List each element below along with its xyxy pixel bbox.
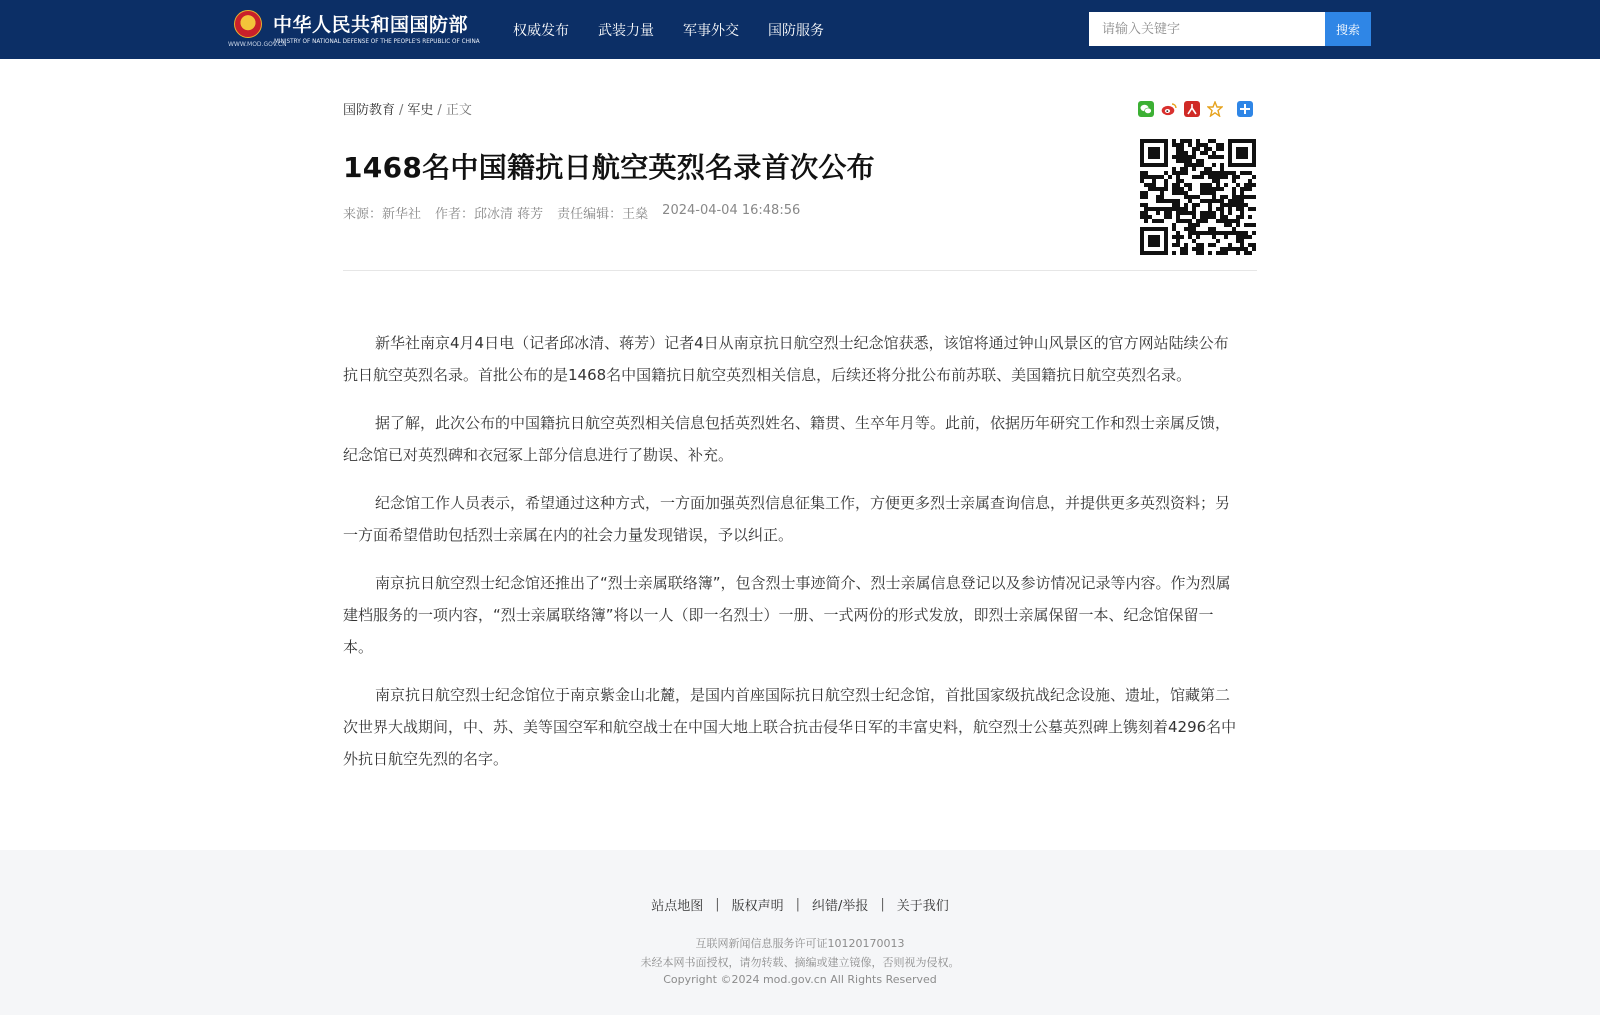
qr-code — [1140, 139, 1256, 255]
footer-link-report[interactable]: 纠错/举报 — [812, 899, 869, 914]
footer-license: 互联网新闻信息服务许可证10120170013 — [695, 937, 905, 950]
wechat-icon[interactable] — [1138, 101, 1154, 117]
logo-chinese-name: 中华人民共和国国防部 — [273, 14, 469, 36]
article-author: 作者：邱冰清 蒋芳 — [435, 207, 544, 222]
breadcrumb-separator: / — [437, 103, 442, 118]
nav-item-defense-services[interactable]: 国防服务 — [768, 23, 824, 39]
breadcrumb-separator: / — [399, 103, 404, 118]
top-navigation-bar — [0, 0, 1600, 59]
footer-separator: | — [715, 897, 720, 912]
article-paragraph: 新华社南京4月4日电（记者邱冰清、蒋芳）记者4日从南京抗日航空烈士纪念馆获悉，该馆将通过钟山风景区的官方网站陆续公布抗日航空英烈名录。首批公布的是1468名中国籍抗日航空英烈相关信息，后续还将分批公布前苏联、美国籍抗日航空英烈名录。 — [343, 334, 1229, 384]
footer-notice: 未经本网书面授权，请勿转载、摘编或建立镜像，否则视为侵权。 — [640, 956, 960, 969]
page-footer — [0, 850, 1600, 1015]
footer-links — [0, 895, 1600, 914]
logo-url-text: WWW.MOD.GOV.CN — [228, 41, 287, 48]
weibo-icon[interactable] — [1161, 101, 1177, 117]
breadcrumb-item-defense-education[interactable]: 国防教育 — [343, 103, 396, 118]
article-source: 来源：新华社 — [343, 207, 422, 222]
footer-link-copyright[interactable]: 版权声明 — [731, 899, 784, 914]
footer-copyright: Copyright ©2024 mod.gov.cn All Rights Reserved — [663, 973, 937, 986]
national-emblem-icon — [234, 10, 262, 38]
share-bar — [1138, 101, 1253, 117]
article-meta — [343, 203, 800, 222]
article-paragraph: 南京抗日航空烈士纪念馆位于南京紫金山北麓，是国内首座国际抗日航空烈士纪念馆，首批国家级抗战纪念设施、遗址，馆藏第二次世界大战期间，中、苏、美等国空军和航空战士在中国大地上联合抗击侵华日军的丰富史料，航空烈士公墓英烈碑上镌刻着4296名中外抗日航空先烈的名字。 — [343, 686, 1237, 768]
nav-item-armed-forces[interactable]: 武装力量 — [598, 23, 654, 39]
article-body — [343, 327, 1238, 791]
more-share-icon[interactable] — [1237, 101, 1253, 117]
search-button[interactable]: 搜索 — [1325, 12, 1371, 46]
footer-link-about[interactable]: 关于我们 — [896, 899, 949, 914]
footer-link-sitemap[interactable]: 站点地图 — [651, 899, 704, 914]
nav-item-military-diplomacy[interactable]: 军事外交 — [683, 23, 739, 39]
site-logo[interactable] — [228, 8, 478, 50]
article-datetime: 2024-04-04 16:48:56 — [662, 203, 801, 218]
favorite-icon[interactable] — [1207, 101, 1223, 117]
people-daily-icon[interactable] — [1184, 101, 1200, 117]
article-paragraph: 据了解，此次公布的中国籍抗日航空英烈相关信息包括英烈姓名、籍贯、生卒年月等。此前，依据历年研究工作和烈士亲属反馈，纪念馆已对英烈碑和衣冠冢上部分信息进行了勘误、补充。 — [343, 414, 1231, 464]
header-divider — [343, 270, 1257, 271]
main-nav — [513, 20, 824, 40]
article-paragraph: 南京抗日航空烈士纪念馆还推出了“烈士亲属联络簿”，包含烈士事迹简介、烈士亲属信息登记以及参访情况记录等内容。作为烈属建档服务的一项内容，“烈士亲属联络簿”将以一人（即一名烈士）一册、一式两份的形式发放，即烈士亲属保留一本、纪念馆保留一本。 — [343, 574, 1231, 656]
nav-item-authoritative-release[interactable]: 权威发布 — [513, 23, 569, 39]
logo-english-name: MINISTRY OF NATIONAL DEFENSE OF THE PEOPLE'S REPUBLIC OF CHINA — [274, 38, 480, 45]
breadcrumb-current: 正文 — [445, 103, 472, 118]
article-title: 1468名中国籍抗日航空英烈名录首次公布 — [343, 151, 875, 184]
search-input[interactable] — [1089, 12, 1325, 46]
footer-separator: | — [795, 897, 800, 912]
article-editor: 责任编辑：王燊 — [557, 207, 649, 222]
breadcrumb-item-military-history[interactable]: 军史 — [407, 103, 434, 118]
breadcrumb — [343, 99, 472, 118]
footer-separator: | — [880, 897, 885, 912]
article-paragraph: 纪念馆工作人员表示，希望通过这种方式，一方面加强英烈信息征集工作，方便更多烈士亲属查询信息，并提供更多英烈资料；另一方面希望借助包括烈士亲属在内的社会力量发现错误，予以纠正。 — [343, 494, 1231, 544]
